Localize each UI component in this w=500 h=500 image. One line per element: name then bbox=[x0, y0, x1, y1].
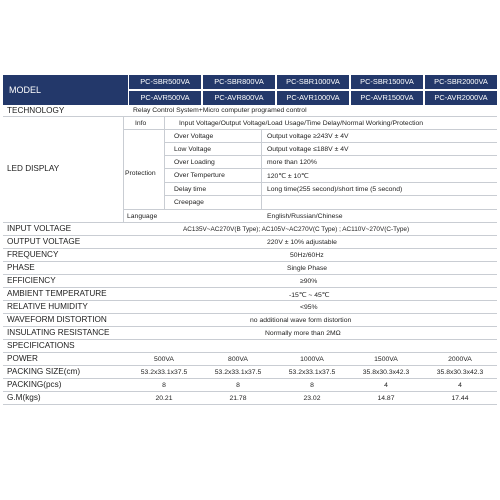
info-value: Input Voltage/Output Voltage/Load Usage/Time Delay/Normal Working/Protection bbox=[179, 120, 424, 127]
avr-model-1500: PC-AVR1500VA bbox=[351, 91, 423, 105]
table-cell: 4 bbox=[384, 382, 388, 389]
spec-value: <95% bbox=[300, 304, 318, 311]
protection-row bbox=[165, 196, 497, 210]
table-row-label: G.M(kgs) bbox=[7, 393, 41, 402]
spec-row bbox=[3, 262, 497, 275]
spec-row bbox=[3, 249, 497, 262]
protection-value: Long time(255 second)/short time (5 second) bbox=[267, 186, 403, 193]
table-cell: 35.8x30.3x42.3 bbox=[362, 369, 410, 376]
table-cell: 20.21 bbox=[155, 395, 173, 402]
protection-name: Delay time bbox=[174, 186, 207, 193]
spec-row bbox=[3, 327, 497, 340]
spec-value: 220V ± 10% adjustable bbox=[267, 239, 337, 246]
protection-row bbox=[165, 130, 497, 143]
protection-row bbox=[165, 143, 497, 156]
table-cell: 53.2x33.1x37.5 bbox=[288, 369, 336, 376]
table-cell: 17.44 bbox=[451, 395, 469, 402]
protection-row bbox=[165, 183, 497, 196]
protection-name: Creepage bbox=[174, 199, 204, 206]
spec-row bbox=[3, 223, 497, 236]
spec-sheet bbox=[3, 75, 497, 405]
table-cell: 23.02 bbox=[303, 395, 321, 402]
protection-name: Over Loading bbox=[174, 159, 215, 166]
technology-label: TECHNOLOGY bbox=[7, 106, 65, 115]
protection-name: Over Voltage bbox=[174, 133, 214, 140]
table-row-label: PACKING SIZE(cm) bbox=[7, 367, 81, 376]
language-value: English/Russian/Chinese bbox=[267, 213, 343, 220]
specifications-heading: SPECIFICATIONS bbox=[7, 341, 75, 350]
sbr-model-1500: PC-SBR1500VA bbox=[351, 75, 423, 89]
model-label: MODEL bbox=[9, 85, 42, 95]
table-row bbox=[3, 392, 497, 405]
avr-model-1000: PC-AVR1000VA bbox=[277, 91, 349, 105]
table-cell: 53.2x33.1x37.5 bbox=[140, 369, 188, 376]
table-cell: 1500VA bbox=[374, 356, 398, 363]
spec-value: ≥90% bbox=[300, 278, 318, 285]
table-row-label: POWER bbox=[7, 354, 38, 363]
spec-label: WAVEFORM DISTORTION bbox=[7, 315, 107, 324]
protection-name: Low Voltage bbox=[174, 146, 212, 153]
table-cell: 1000VA bbox=[300, 356, 324, 363]
table-row bbox=[3, 379, 497, 392]
spec-label: PHASE bbox=[7, 263, 35, 272]
table-cell: 8 bbox=[310, 382, 314, 389]
protection-value: Output voltage ≥243V ± 4V bbox=[267, 133, 349, 140]
spec-label: EFFICIENCY bbox=[7, 276, 56, 285]
avr-model-2000: PC-AVR2000VA bbox=[425, 91, 497, 105]
sbr-model-1000: PC-SBR1000VA bbox=[277, 75, 349, 89]
spec-label: INPUT VOLTAGE bbox=[7, 224, 72, 233]
model-header bbox=[3, 75, 497, 105]
table-cell: 8 bbox=[236, 382, 240, 389]
table-row bbox=[3, 353, 497, 366]
protection-label: Protection bbox=[125, 170, 156, 177]
model-label-cell bbox=[3, 75, 128, 105]
protection-value: Output voltage ≤188V ± 4V bbox=[267, 146, 349, 153]
technology-value: Relay Control System+Micro computer programed control bbox=[133, 107, 307, 114]
spec-label: FREQUENCY bbox=[7, 250, 59, 259]
avr-model-500: PC-AVR500VA bbox=[129, 91, 201, 105]
table-cell: 2000VA bbox=[448, 356, 472, 363]
table-cell: 4 bbox=[458, 382, 462, 389]
info-row bbox=[124, 117, 497, 130]
table-row bbox=[3, 366, 497, 379]
spec-value: Normally more than 2MΩ bbox=[265, 330, 341, 337]
spec-label: RELATIVE HUMIDITY bbox=[7, 302, 88, 311]
spec-label: OUTPUT VOLTAGE bbox=[7, 237, 81, 246]
technology-row bbox=[3, 105, 497, 117]
table-cell: 800VA bbox=[228, 356, 248, 363]
led-display-label: LED DISPLAY bbox=[7, 164, 60, 173]
spec-value: -15℃ ~ 45℃ bbox=[289, 292, 330, 299]
specifications-heading-row bbox=[3, 340, 497, 353]
table-cell: 14.87 bbox=[377, 395, 395, 402]
table-cell: 500VA bbox=[154, 356, 174, 363]
sbr-model-800: PC-SBR800VA bbox=[203, 75, 275, 89]
spec-row bbox=[3, 288, 497, 301]
table-row-label: PACKING(pcs) bbox=[7, 380, 62, 389]
spec-row bbox=[3, 301, 497, 314]
table-cell: 53.2x33.1x37.5 bbox=[214, 369, 262, 376]
spec-value: 50Hz/60Hz bbox=[290, 252, 324, 259]
avr-model-800: PC-AVR800VA bbox=[203, 91, 275, 105]
spec-label: INSULATING RESISTANCE bbox=[7, 328, 110, 337]
language-label: Language bbox=[127, 213, 158, 220]
protection-row bbox=[165, 169, 497, 183]
protection-row bbox=[165, 156, 497, 169]
sbr-model-2000: PC-SBR2000VA bbox=[425, 75, 497, 89]
protection-value: 120℃ ± 10℃ bbox=[267, 173, 309, 180]
led-display-block bbox=[3, 117, 497, 223]
sbr-model-500: PC-SBR500VA bbox=[129, 75, 201, 89]
spec-row bbox=[3, 314, 497, 327]
spec-row bbox=[3, 236, 497, 249]
spec-row bbox=[3, 275, 497, 288]
spec-value: AC135V~AC270V(B Type); AC105V~AC270V(C Type) ; AC110V~270V(C-Type) bbox=[183, 226, 410, 233]
protection-value: more than 120% bbox=[267, 159, 317, 166]
spec-value: no additional wave form distortion bbox=[250, 317, 352, 324]
spec-value: Single Phase bbox=[287, 265, 328, 272]
table-cell: 21.78 bbox=[229, 395, 247, 402]
protection-name: Over Temperture bbox=[174, 172, 225, 179]
spec-label: AMBIENT TEMPERATURE bbox=[7, 289, 107, 298]
info-label: Info bbox=[135, 120, 147, 127]
table-cell: 35.8x30.3x42.3 bbox=[436, 369, 484, 376]
table-cell: 8 bbox=[162, 382, 166, 389]
